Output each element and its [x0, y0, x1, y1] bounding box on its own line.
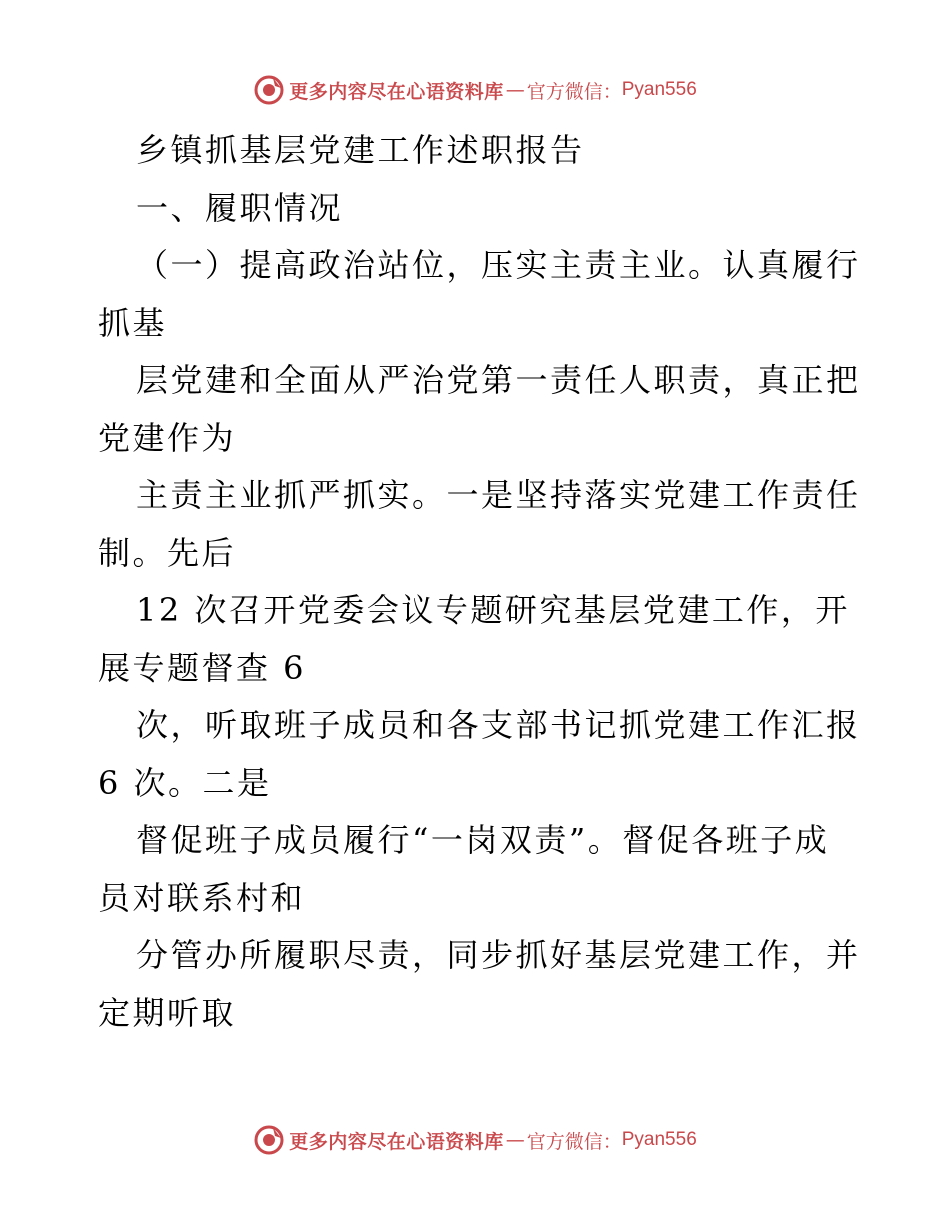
watermark-official: 官方微信： — [526, 80, 622, 103]
logo-icon — [253, 1124, 285, 1156]
paragraph-line: 员对联系村和 — [98, 878, 306, 917]
watermark-footer — [0, 1120, 950, 1160]
watermark-id: Pyan556 — [621, 79, 697, 100]
watermark-official: 官方微信： — [526, 1130, 622, 1153]
paragraph-line: 督促班子成员履行“一岗双责”。督促各班子成 — [136, 821, 830, 859]
document-title: 乡镇抓基层党建工作述职报告 — [136, 131, 585, 169]
paragraph-line: 抓基 — [98, 303, 168, 342]
paragraph-line: （一）提高政治站位，压实主责主业。认真履行 — [136, 246, 861, 284]
logo-icon — [253, 74, 285, 106]
paragraph-line: 党建作为 — [98, 418, 237, 457]
paragraph-line: 展专题督查 6 — [98, 648, 307, 687]
paragraph-line: 12 次召开党委会议专题研究基层党建工作，开 — [136, 591, 850, 629]
paragraph-line: 分管办所履职尽责，同步抓好基层党建工作，并 — [136, 936, 861, 974]
paragraph-line: 制。先后 — [98, 533, 237, 572]
paragraph-line: 主责主业抓严抓实。一是坚持落实党建工作责任 — [136, 476, 861, 514]
paragraph-line: 次，听取班子成员和各支部书记抓党建工作汇报 — [136, 706, 861, 744]
watermark-dash: — — [505, 1129, 525, 1151]
paragraph-line: 6 次。二是 — [98, 763, 272, 802]
watermark-dash: — — [505, 79, 525, 101]
paragraph-line: 定期听取 — [98, 993, 237, 1032]
paragraph-line: 层党建和全面从严治党第一责任人职责，真正把 — [136, 361, 861, 399]
watermark-id: Pyan556 — [621, 1129, 697, 1150]
watermark-text: 更多内容尽在心语资料库 — [289, 80, 504, 103]
section-heading: 一、履职情况 — [136, 188, 344, 227]
watermark-text: 更多内容尽在心语资料库 — [289, 1130, 504, 1153]
document-body — [98, 122, 861, 1042]
watermark-header — [0, 70, 950, 110]
